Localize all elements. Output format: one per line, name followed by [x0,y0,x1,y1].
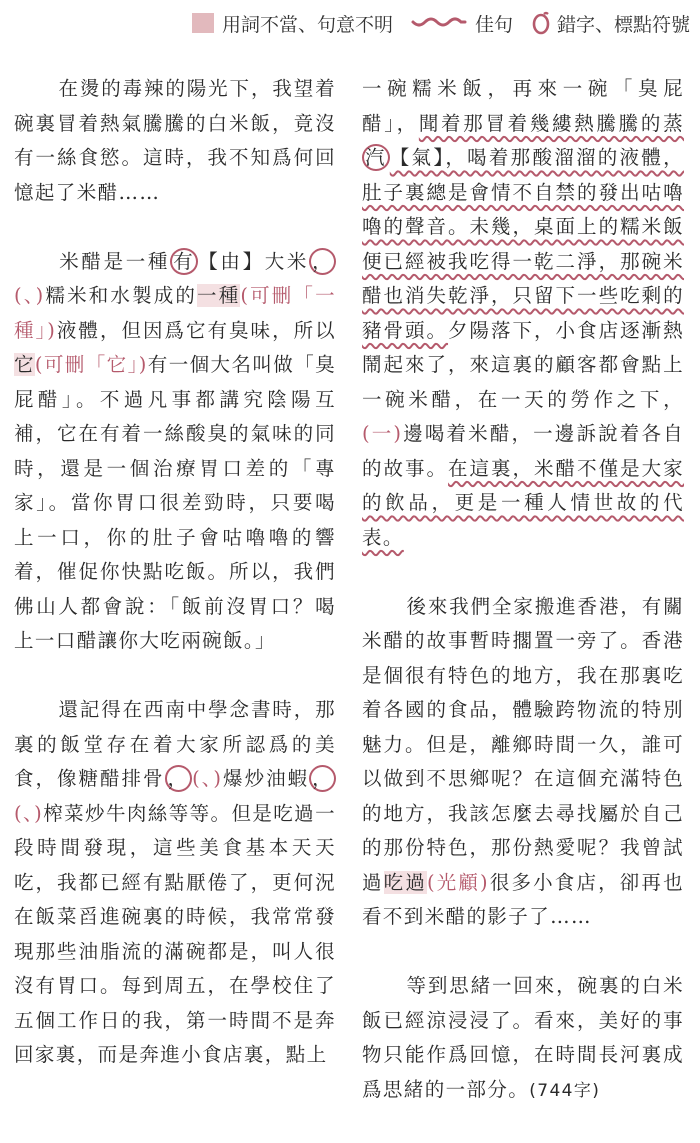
highlight-mark: 它 [14,353,35,376]
text-run: 很多小食店，卻再也看不到米醋的影子了…… [362,870,684,928]
highlight-mark: 吃過 [383,870,427,894]
word-count: (744字) [529,1080,601,1101]
legend-wavy-label: 佳句 [474,13,513,36]
correction: (可刪「它」) [34,353,148,376]
correction: 【由】 [198,249,265,273]
legend-highlight-label: 用詞不當、句意不明 [221,13,393,36]
paragraph-6 [362,969,684,1108]
text-run: 等到思緒一回來，碗裏的白米飯已經涼浸浸了。看來，美好的事物只能作爲回憶，在時間長河裏成爲思緒的一部分。 [362,974,684,1101]
correction: (光顧) [426,870,490,894]
correction: (可刪「一種」) [14,284,336,342]
correction: 【氣】 [389,146,446,169]
correction: (、) [14,284,45,307]
text-run: 夕陽落下，小食店逐漸熱鬧起來了，來這裏的顧客都會點上一碗米醋，在一天的勞作之下， [362,318,684,411]
error-mark: ， [165,765,193,792]
good-sentence: 聞着那冒着幾縷熱騰騰的蒸 [418,111,684,135]
good-sentence: 在這裏，米醋不僅是大家的飲品，更是一種人情世故的代表。 [362,456,684,549]
correction: (、) [14,801,44,825]
left-column [14,72,336,1107]
legend-item-highlight [192,10,393,37]
annotation-legend [174,6,690,40]
paragraph-2 [14,245,336,659]
legend-item-circle [531,10,690,37]
text-run: 有一個大名叫做「臭屁醋」。不過凡事都講究陰陽互補，它在有着一絲酸臭的氣味的同時，還是一個治療胃口差的「專家」。當你胃口很差勁時，只要喝上一口，你的肚子會咕嚕嚕的響着，催促你快點吃飯。所以，我們佛山人都會說：「飯前沒胃口？喝上一口醋讓你大吃兩碗飯。」 [14,353,337,652]
error-mark: ， [309,765,336,792]
paragraph-4 [362,72,684,555]
paragraph-1 [14,72,336,210]
paragraph-1-text: 在燙的毒辣的陽光下，我望着碗裏冒着熱氣騰騰的白米飯，竟沒有一絲食慾。這時，我不知爲何回憶起了米醋…… [14,77,336,204]
error-mark: 有 [170,248,198,275]
text-run: 液體，但因爲它有臭味，所以 [56,318,337,342]
paragraph-3 [14,693,336,1073]
paragraph-5 [362,590,684,935]
text-run: 還記得在西南中學念書時，那裏的飯堂存在着大家所認爲的美食，像糖醋排骨 [14,698,336,790]
text-run: 後來我們全家搬進香港，有關米醋的故事暫時擱置一旁了。香港是個很有特色的地方，我在那裏吃着各國的食品，體驗跨物流的特別魅力。但是，離鄉時間一久，誰可以做到不思鄉呢？在這個充滿特色的地方，我該怎麼去尋找屬於自己的那份特色，那份熱愛呢？我曾試過 [362,594,684,894]
error-mark: 汽 [362,144,390,171]
text-run: 米醋是一種 [58,249,171,273]
right-column [362,72,684,1143]
correction: (一) [362,422,403,445]
good-sentence: ，喝着那酸溜溜的液體，肚子裏總是會情不自禁的發出咕嚕嚕的聲音。未幾，桌面上的糯米飯便已經被我吃得一乾二淨，那碗米醋也消失乾淨，只留下一些吃剩的豬骨頭。 [362,146,684,342]
legend-circle-label: 錯字、標點符號 [556,13,690,36]
correction: (、) [192,767,223,790]
legend-item-wavy [411,10,513,37]
wavy-underline-icon [411,16,467,30]
highlight-mark: 一種 [197,284,241,307]
text-run: 糯米和水製成的 [44,284,198,307]
text-run: 爆炒油蝦 [222,767,310,790]
circle-mark-icon [531,11,551,35]
text-run: 一碗糯米飯，再來一碗「臭屁醋」， [362,77,684,135]
highlight-swatch [192,13,214,33]
text-run: 邊喝着米醋，一邊訴說着各自的故事。 [362,422,684,480]
text-run: 榨菜炒牛肉絲等等。但是吃過一段時間發現，這些美食基本天天吃，我都已經有點厭倦了，更何況在飯菜舀進碗裏的時候，我常常發現那些油脂流的滿碗都是，叫人很沒有胃口。每到周五，在學校住了五個工作日的我，第一時間不是奔回家裏，而是奔進小食店裏，點上 [14,801,336,1066]
text-run: 大米 [264,249,310,273]
error-mark: ， [309,248,336,275]
